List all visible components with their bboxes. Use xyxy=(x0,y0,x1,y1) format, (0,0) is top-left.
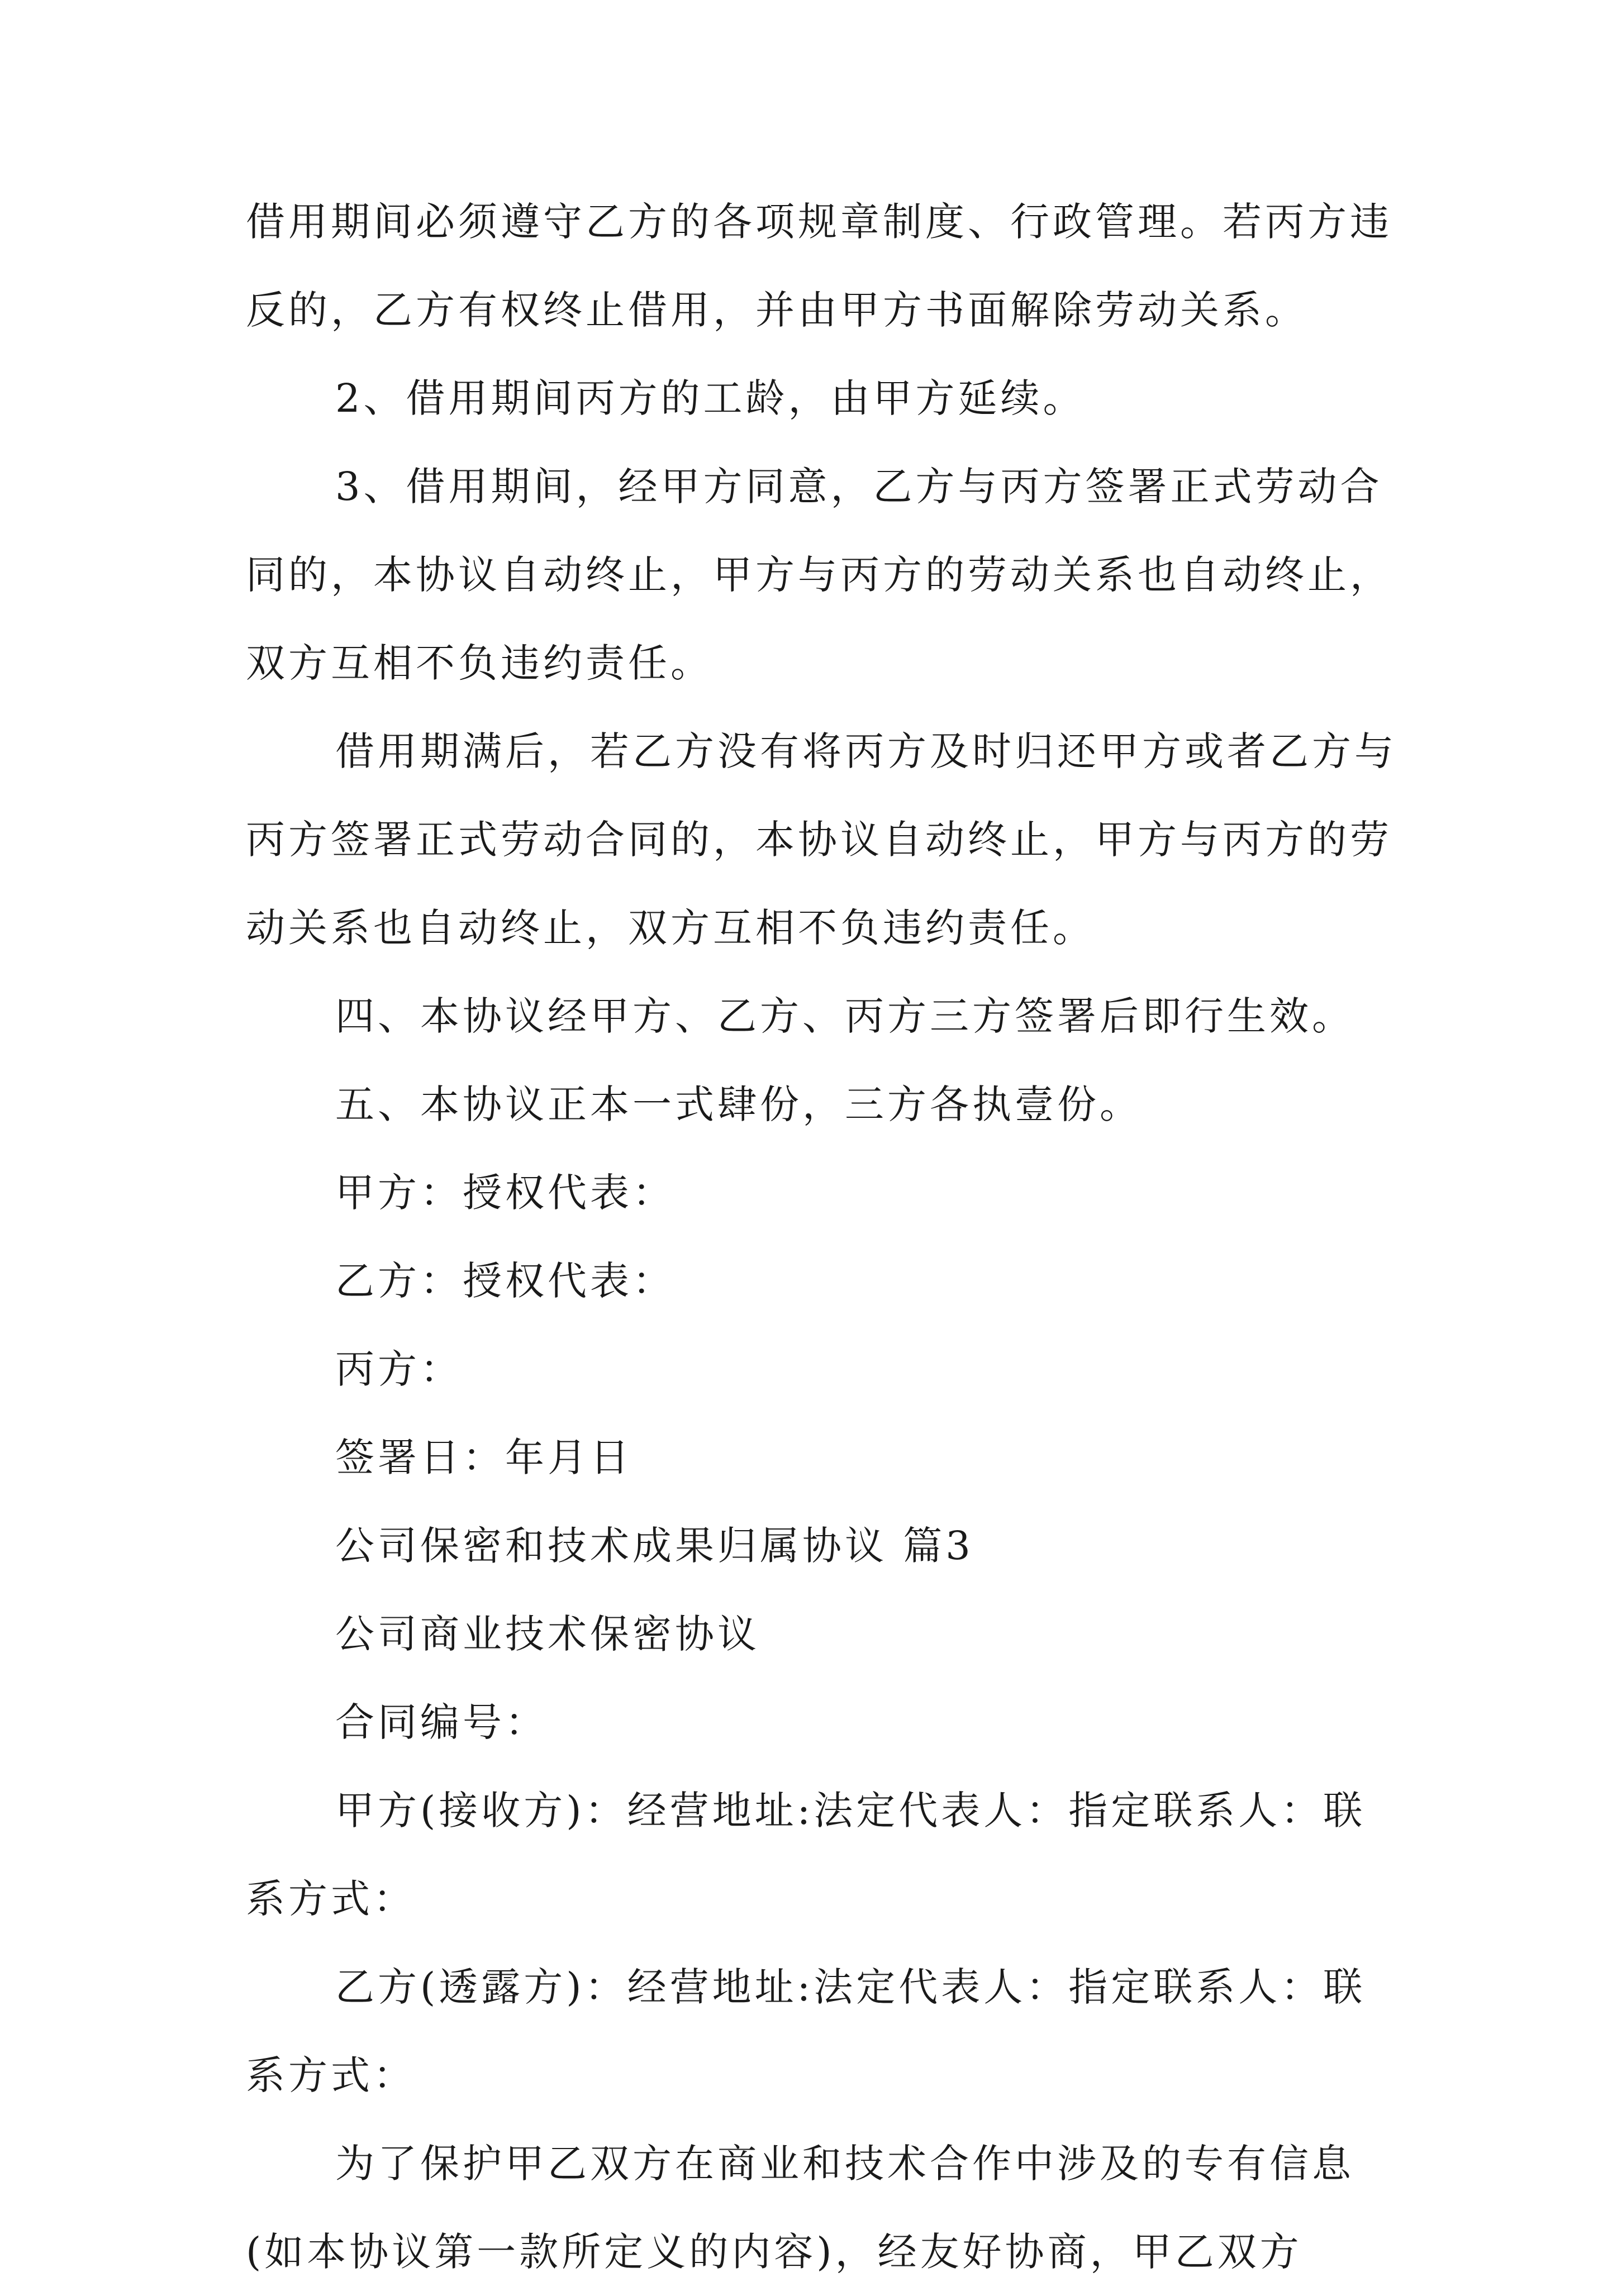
party-a-info: 甲方(接收方)：经营地址:法定代表人：指定联系人：联系方式： xyxy=(246,1788,1366,1922)
preamble-paragraph: 为了保护甲乙双方在商业和技术合作中涉及的专有信息(如本协议第一款所定义的内容)，经友好协商，甲乙双方 xyxy=(246,2141,1354,2275)
party-c-signature-line: 丙方： xyxy=(335,1346,463,1392)
agreement-title: 公司商业技术保密协议 xyxy=(335,1611,760,1657)
document-body xyxy=(246,178,1408,2296)
section-heading: 公司保密和技术成果归属协议 篇3 xyxy=(335,1523,974,1569)
paragraph-5: 四、本协议经甲方、乙方、丙方三方签署后即行生效。 xyxy=(335,993,1354,1039)
party-b-signature-line: 乙方：授权代表： xyxy=(335,1258,675,1304)
paragraph-2: 2、借用期间丙方的工龄，由甲方延续。 xyxy=(335,375,1086,421)
paragraph-1: 借用期间必须遵守乙方的各项规章制度、行政管理。若丙方违反的，乙方有权终止借用，并由甲方书面解除劳动关系。 xyxy=(246,199,1392,333)
signing-date-line: 签署日：年月日 xyxy=(335,1435,632,1480)
party-a-signature-line: 甲方：授权代表： xyxy=(335,1170,675,1216)
paragraph-4: 借用期满后，若乙方没有将丙方及时归还甲方或者乙方与丙方签署正式劳动合同的，本协议自动终止，甲方与丙方的劳动关系也自动终止，双方互相不负违约责任。 xyxy=(246,728,1397,951)
paragraph-3: 3、借用期间，经甲方同意，乙方与丙方签署正式劳动合同的，本协议自动终止，甲方与丙方的劳动关系也自动终止，双方互相不负违约责任。 xyxy=(246,464,1392,686)
party-b-info: 乙方(透露方)：经营地址:法定代表人：指定联系人：联系方式： xyxy=(246,1964,1366,2098)
paragraph-6: 五、本协议正本一式肆份，三方各执壹份。 xyxy=(335,1082,1142,1127)
contract-number-line: 合同编号： xyxy=(335,1699,548,1745)
